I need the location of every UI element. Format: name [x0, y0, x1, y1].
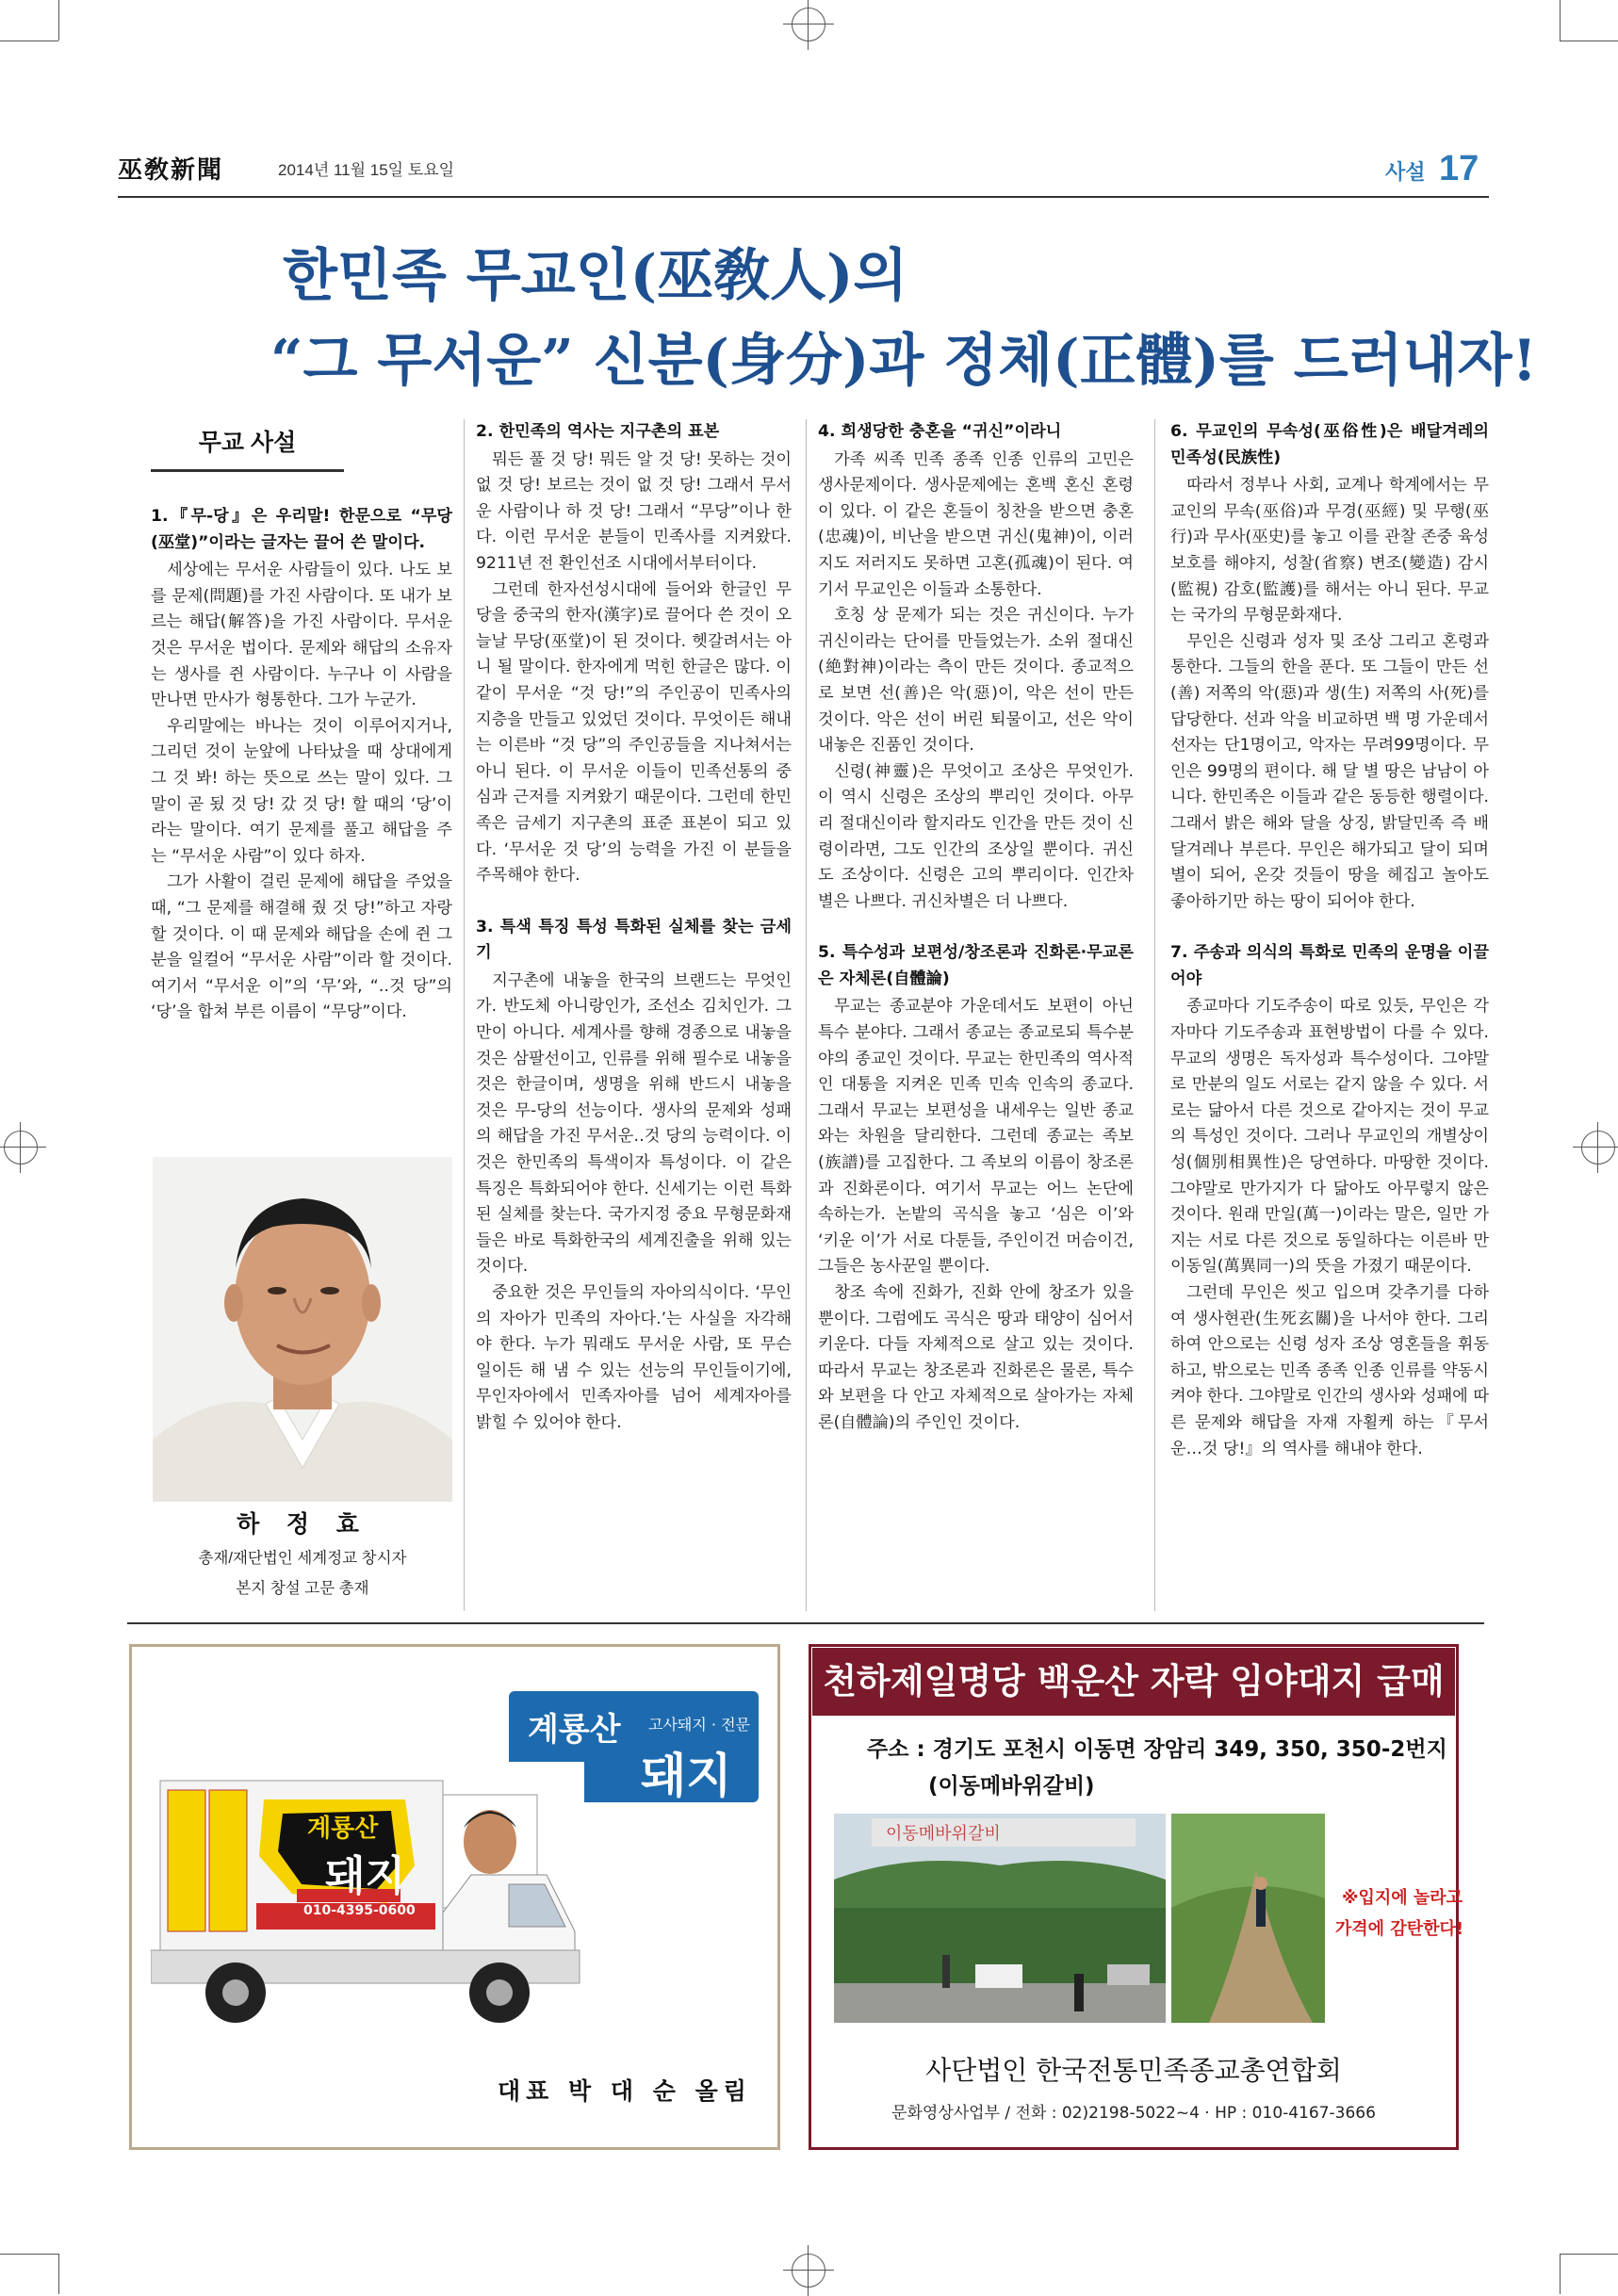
section-7-subhead: 7. 주송과 의식의 특화로 민족의 운명을 이끌어야 — [1170, 943, 1489, 988]
paragraph: 따라서 정부나 사회, 교계나 학계에서는 무교인의 무속(巫俗)과 무경(巫經) 및 무행(巫行)과 무사(巫史)를 놓고 이를 관찰 존중 육성 보호를 해야지, 성찰(省察) 변조(變造) 감시(監視) 감호(監護)를 해서는 아니 된다. 무교는 국가의 무형문화재다. — [1170, 476, 1489, 626]
page-number: 17 — [1439, 149, 1479, 188]
registration-mark — [4, 1131, 38, 1164]
masthead: 巫敎新聞 — [118, 156, 224, 185]
article-column-1 — [151, 504, 452, 1026]
article-column-4 — [1170, 419, 1489, 1462]
ad-photo-forest — [1171, 1814, 1325, 2023]
paragraph: 신령(神靈)은 무엇이고 조상은 무엇인가. 이 역시 신령은 조상의 뿌리인 것이다. 아무리 절대신이라 할지라도 인간을 만든 것이 신령이라면, 그도 인간의 조상일 뿐이다. 귀신도 조상이다. 신령은 고의 뿌리이다. 인간차별은 나쁘다. 귀신차별은 더 나쁘다. — [818, 761, 1134, 911]
column-divider — [1154, 419, 1155, 1611]
headline-line-1: 한민족 무교인(巫敎人)의 — [283, 243, 908, 309]
ad-brand-tag: 고사돼지 · 전문 — [648, 1716, 750, 1734]
ad-organization: 사단법인 한국전통민족종교총연합회 — [925, 2055, 1342, 2086]
ad-land-title: 천하제일명당 백운산 자락 임야대지 급매 — [812, 1648, 1455, 1716]
portrait-photo — [153, 1157, 452, 1502]
paragraph: 호칭 상 문제가 되는 것은 귀신이다. 누가 귀신이라는 단어를 만들었는가. 소위 절대신(絶對神)이라는 측이 만든 것이다. 종교적으로 보면 선(善)은 악(惡)이, 악은 선이 만든 것이다. 악은 선이 버린 퇴물이고, 선은 악이 내놓은 진품인 것이다. — [818, 606, 1134, 756]
ad-note-2: 가격에 감탄한다! — [1334, 1919, 1464, 1939]
author-portrait — [153, 1157, 452, 1502]
header-rule — [118, 196, 1489, 198]
paragraph: 중요한 것은 무인들의 자아의식이다. ‘무인의 자아가 민족의 자아다.’는 사실을 자각해야 한다. 누가 뭐래도 무서운 사람, 또 무슨 일이든 해 냄 수 있는 선능의 무인들이기에, 무인자아에서 민족자아를 넘어 세계자아를 밝힐 수 있어야 한다. — [476, 1283, 792, 1432]
ad-note-1: ※입지에 놀라고 — [1341, 1888, 1463, 1908]
paragraph: 세상에는 무서운 사람들이 있다. 나도 보를 문제(問題)를 가진 사람이다. 또 내가 보르는 해답(解答)을 가진 사람이다. 무서운 것은 무서운 법이다. 문제와 해답의 소유자는 생사를 쥔 사람이다. 누구나 이 사람을 만나면 만사가 형통한다. 그가 누군가. — [151, 561, 452, 710]
ad-land-address: 주소 : 경기도 포천시 이동면 장암리 349, 350, 350-2번지 — [867, 1737, 1447, 1762]
paragraph: 뭐든 풀 것 당! 뭐든 알 것 당! 못하는 것이 없 것 당! 보르는 것이 없 것 당! 그래서 무서운 사람이나 하 것 당! 그래서 “무당”이나 한다. 이런 무서운 분들이 민족사를 지켜왔다. 9211년 전 환인선조 시대에서부터이다. — [476, 449, 792, 573]
paragraph: 종교마다 기도주송이 따로 있듯, 무인은 각자마다 기도주송과 표현방법이 다를 수 있다. 무교의 생명은 독자성과 특수성이다. 그야말로 만분의 일도 서로는 같지 않을 수 있다. 서로는 닮아서 다른 것으로 같아지는 것이 무교의 특성인 것이다. 그러나 무교인의 개별상이성(個別相異性)은 당연하다. 마땅한 것이다. 그야말로 만가지가 다 닮아도 아무렇지 않은 것이다. 원래 만일(萬一)이라는 말은, 일만 가지는 서로 다른 것으로 동일하다는 이른바 만이동일(萬異同一)의 뜻을 가졌기 때문이다. — [1170, 997, 1489, 1277]
column-divider — [464, 419, 465, 1611]
editorial-kicker: 무교 사설 — [151, 424, 344, 472]
ad-photo-building — [834, 1814, 1166, 2023]
truck-sign-big: 돼지 — [325, 1852, 406, 1900]
section-6-subhead: 6. 무교인의 무속성(巫俗性)은 배달겨레의 민족성(民族性) — [1170, 422, 1489, 467]
section-5-subhead: 5. 특수성과 보편성/창조론과 진화론·무교론은 자체론(自體論) — [818, 943, 1134, 988]
section-4-subhead: 4. 희생당한 충혼을 “귀신”이라니 — [818, 422, 1062, 441]
crop-mark — [1560, 2254, 1618, 2255]
article-column-3 — [818, 419, 1134, 1437]
crop-mark — [58, 0, 59, 41]
column-1-subhead: 1.『무-당』은 우리말! 한문으로 “무당(巫堂)”이라는 글자는 끌어 쓴 말이다. — [151, 507, 452, 552]
ad-land-address-sub: (이동메바위갈비) — [928, 1774, 1095, 1799]
paragraph: 무인은 신령과 성자 및 조상 그리고 혼령과 통한다. 그들의 한을 푼다. 또 그들이 만든 선(善) 저쪽의 악(惡)과 생(生) 저쪽의 사(死)를 답당한다. 선과 악을 비교하면 백 명 가운데서 선자는 단1명이고, 악자는 무려99명이다. 무인은 99명의 편이다. 해 달 별 땅은 남남이 아니다. 한민족은 이들과 같은 동등한 행렬이다. 그래서 밝은 해와 달을 상징, 밝달민족 즉 배달겨레나 부른다. 무인은 해가되고 달이 되며 별이 되어, 온갖 것들이 땅을 헤집고 놀아도 좋아하기만 하는 땅이 되어야 한다. — [1170, 631, 1489, 911]
paragraph: 그가 사활이 걸린 문제에 해답을 주었을 때, “그 문제를 해결해 줬 것 당!”하고 자랑할 것이다. 이 때 문제와 해답을 손에 쥔 그분을 일컬어 “무서운 사람”이라 할 것이다. 여기서 “무서운 이”의 ‘무’와, “‥것 당”의 ‘당’을 합쳐 부른 이름이 “무당”이다. — [151, 872, 452, 1022]
crop-mark — [58, 2254, 59, 2294]
section-2-subhead: 2. 한민족의 역사는 지구촌의 표본 — [476, 422, 720, 441]
headline-line-2: “그 무서운” 신분(身分)과 정체(正體)를 드러내자! — [270, 328, 1537, 394]
paragraph: 창조 속에 진화가, 진화 안에 창조가 있을 뿐이다. 그럼에도 곡식은 땅과 태양이 심어서 키운다. 다들 자체적으로 살고 있는 것이다. 따라서 무교는 창조론과 진화론은 물론, 특수와 보편을 다 안고 자체적으로 살아가는 자체론(自體論)의 주인인 것이다. — [818, 1283, 1134, 1432]
crop-mark — [1560, 2254, 1561, 2294]
article-column-2 — [476, 419, 792, 1437]
paragraph: 그런데 한자선성시대에 들어와 한글인 무당을 중국의 한자(漢字)로 끌어다 쓴 것이 오늘날 무당(巫堂)이 된 것이다. 헷갈려서는 아니 될 말이다. 한자에게 먹힌 한글은 많다. 이 같이 무서운 “것 당!”의 주인공이 민족사의 지층을 만들고 있었던 것이다. 무엇이든 해내는 이른바 “것 당”의 주인공들을 지나쳐서는 아니 된다. 이 무서운 이들이 민족선통의 중심과 근저를 지켜왔기 때문이다. 그런데 한민족은 금세기 지구촌의 표준 표본이 되고 있다. ‘무서운 것 당’의 능력을 가진 이 분들을 주목해야 한다. — [476, 579, 792, 886]
ad-contact: 문화영상사업부 / 전화 : 02)2198-5022~4 · HP : 010-4167-3666 — [891, 2104, 1376, 2123]
author-title: 총재/재단법인 세계정교 창시자 — [198, 1550, 407, 1567]
author-name: 하 정 효 — [237, 1510, 368, 1538]
paragraph: 우리말에는 바나는 것이 이루어지거나, 그리던 것이 눈앞에 나타났을 때 상대에게 그 것 봐! 하는 뜻으로 쓰는 말이 있다. 그 말이 곧 됬 것 당! 갔 것 당! 할 때의 ‘당’이라는 말이다. 여기 문제를 풀고 해답을 주는 “무서운 사람”이 있다 하자. — [151, 716, 452, 866]
column-divider — [806, 419, 807, 1611]
paragraph: 지구촌에 내놓을 한국의 브랜드는 무엇인가. 반도체 아니랑인가, 조선소 김치인가. 그만이 아니다. 세계사를 향해 경종으로 내놓을 것은 삼팔선이고, 인류를 위해 필수로 내놓을 것은 한글이며, 생명을 위해 반드시 내놓을 것은 무-당의 선능이다. 생사의 문제와 성패의 해답을 가진 무서운‥것 당의 능력이다. 이 것은 한민족의 특색이자 특성이다. 이 같은 특징은 특화되어야 한다. 신세기는 이런 특화된 실체를 찾는다. 국가지정 중요 무형문화재들은 바로 특화한국의 세계진출을 위해 있는 것이다. — [476, 970, 792, 1277]
registration-mark — [792, 8, 825, 41]
paragraph: 가족 씨족 민족 종족 인종 인류의 고민은 생사문제이다. 생사문제에는 혼백 혼신 혼령이 있다. 이 같은 혼들이 칭찬을 받으면 충혼(忠魂)이, 비난을 받으면 귀신(鬼神)이, 이러지도 저러지도 못하면 고혼(孤魂)이 된다. 여기서 무교인은 이들과 소통한다. — [818, 449, 1134, 599]
registration-mark — [792, 2254, 825, 2288]
ad-brand-big: 돼지 — [641, 1749, 732, 1803]
section-label: 사설 — [1385, 160, 1426, 184]
ad-signature: 대표 박 대 순 올림 — [498, 2077, 752, 2105]
ad-separator — [127, 1622, 1484, 1624]
author-subtitle: 본지 창설 고문 총재 — [236, 1580, 369, 1597]
paragraph: 그런데 무인은 씻고 입으며 갖추기를 다하여 생사현관(生死玄關)을 나서야 한다. 그리하여 안으로는 신령 성자 조상 영혼들을 휘동하고, 밖으로는 민족 종족 인종 인류를 약동시켜야 한다. 그야말로 인간의 생사와 성패에 따른 문제와 해답을 자재 자횔케 하는『무서운…것 당!』의 역사를 해내야 한다. — [1170, 1283, 1489, 1458]
registration-mark — [1581, 1131, 1615, 1164]
paragraph: 무교는 종교분야 가운데서도 보편이 아닌 특수 분야다. 그래서 종교는 종교로되 특수분야의 종교인 것이다. 무교는 한민족의 역사적인 대통을 지켜온 민족 민속 인속의 종교다. 그래서 무교는 보편성을 내세우는 일반 종교와는 차원을 달리한다. 그런데 종교는 족보(族譜)를 고집한다. 그 족보의 이름이 창조론과 진화론이다. 여기서 무교는 어느 논단에 속하는가. 논밭의 곡식을 놓고 ‘심은 이’와 ‘키운 이’가 서로 다툰들, 주인이건 머슴이건, 그들은 농사꾼일 뿐이다. — [818, 997, 1134, 1277]
ad-brand-name: 계룡산 — [528, 1711, 621, 1749]
truck-phone: 010-4395-0600 — [303, 1903, 416, 1918]
crop-mark — [0, 2254, 58, 2255]
crop-mark — [1560, 0, 1561, 41]
truck-sign-title: 계룡산 — [307, 1815, 379, 1843]
issue-date: 2014년 11월 15일 토요일 — [278, 161, 455, 179]
svg-text:이동메바위갈비: 이동메바위갈비 — [886, 1824, 1001, 1844]
section-3-subhead: 3. 특색 특징 특성 특화된 실체를 찾는 금세기 — [476, 917, 792, 963]
